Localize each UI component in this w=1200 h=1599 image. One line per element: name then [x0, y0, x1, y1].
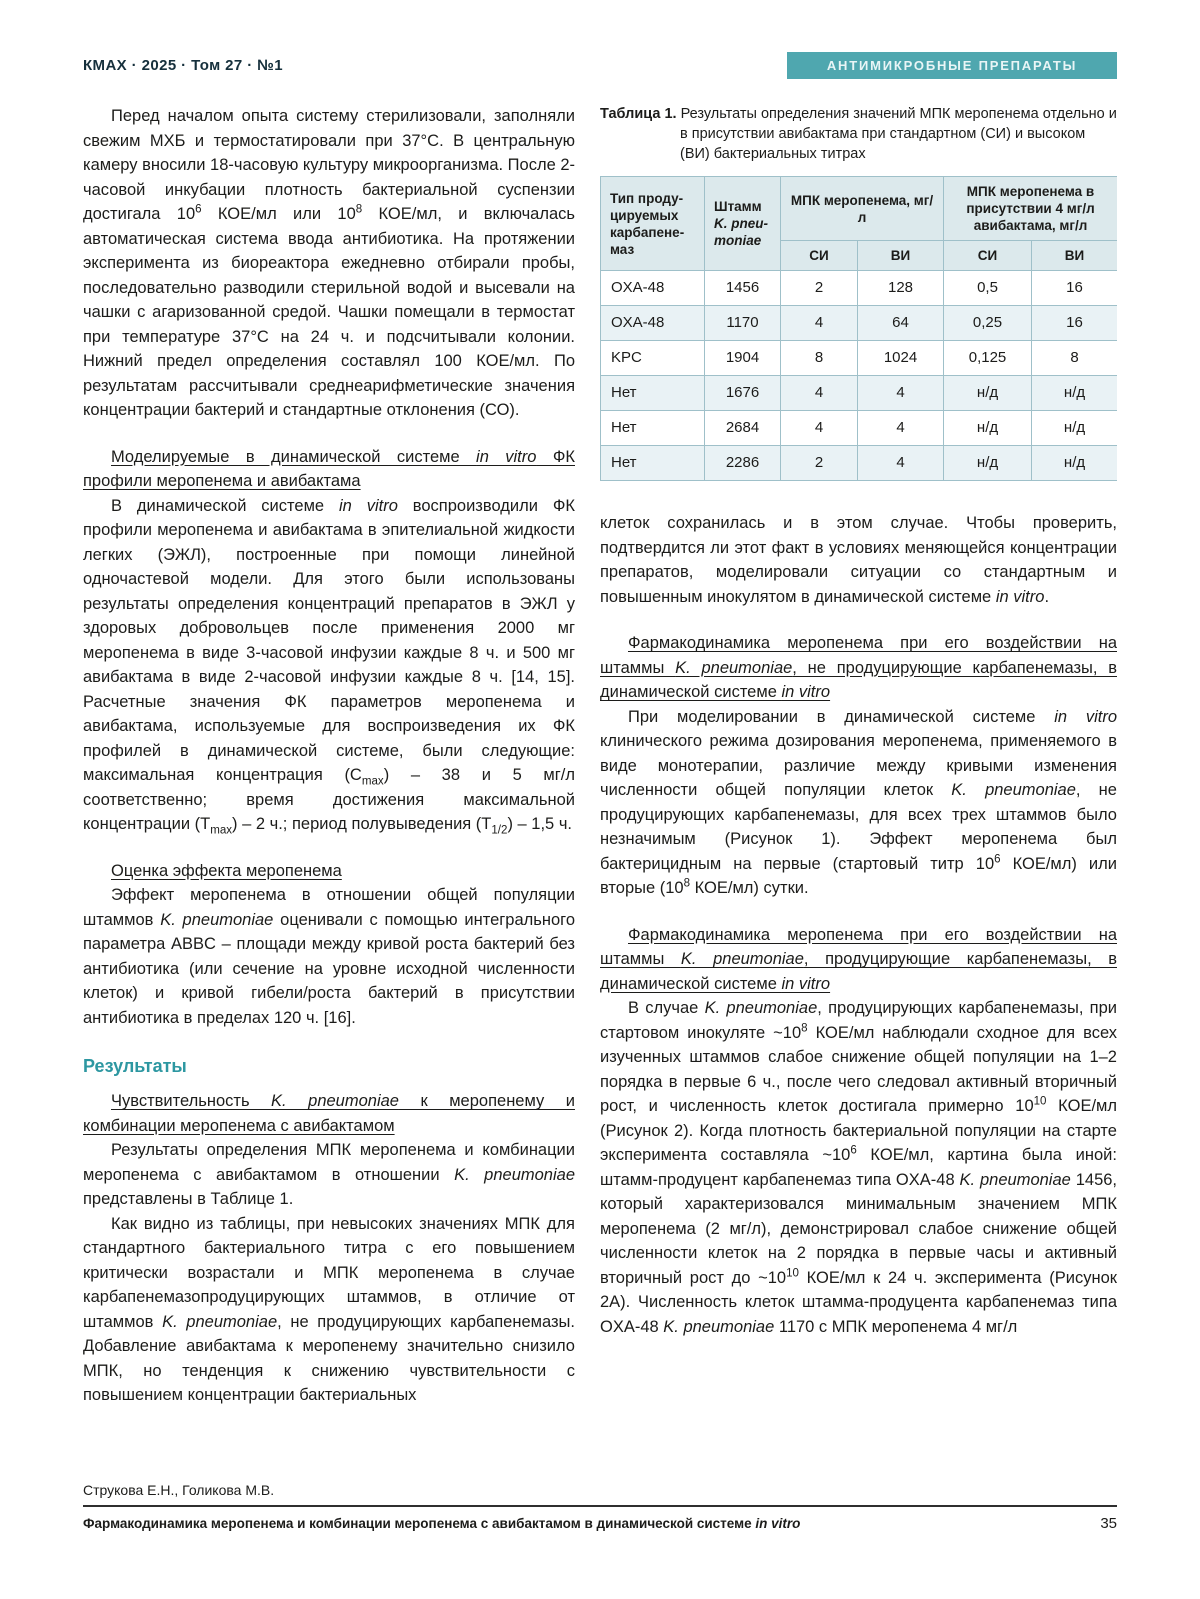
cell-mic-si: 4 [781, 411, 858, 446]
paragraph-pd-producers: В случае K. pneumoniae, продуцирующих карбапенемазы, при стартовом инокуляте $\sim 10^8$ КОЕ/мл наблюдали сходное для всех изученных штаммов слабое снижение общей популяции на 1–2 порядка в первые 6 ч., после чего следовал активный вторичный рост, и численность клеток достигала примерно $10^{10}$ КОЕ/мл (Рисунок 2). Когда плотность бактериальной популяции на старте эксперимента составляла $\sim 10^6$ КОЕ/мл, картина была иной: штамм-продуцент карбапенемаз типа OXA-48 K. pneumoniae 1456, который характеризовался минимальным значением МПК меропенема (2 мг/л), демонстрировал слабое снижение общей численности клеток на 2 порядка в первые часы и активный вторичный рост до $\sim 10^{10}$ КОЕ/мл к 24 ч. эксперимента (Рисунок 2А). Численность клеток штамма-продуцента карбапенемаз типа OXA-48 K. pneumoniae 1170 с МПК меропенема 4 мг/л [600, 999, 1117, 1336]
main-content [83, 104, 1117, 1476]
cell-mic-vi: 4 [858, 376, 944, 411]
cell-mic-si: 2 [781, 446, 858, 481]
journal-reference: КМАХ · 2025 · Том 27 · №1 [83, 57, 284, 74]
cell-type: Нет [601, 446, 705, 481]
cell-mic-avi-vi: н/д [1032, 411, 1117, 446]
cell-mic-vi: 1024 [858, 341, 944, 376]
cell-type: Нет [601, 376, 705, 411]
paragraph-continuation: клеток сохранилась и в этом случае. Чтобы проверить, подтвердится ли этот факт в условиях меняющейся концентрации препаратов, моделировали ситуации со стандартным и повышенным инокулятом в динамической системе in vitro. [600, 514, 1117, 606]
left-column [83, 104, 575, 1476]
subcolumn-header-vi: ВИ [858, 241, 944, 271]
cell-strain: 2684 [705, 411, 781, 446]
subheading-pk-profiles: Моделируемые в динамической системе in vitro ФК профили меропенема и авибактама [83, 447, 575, 490]
table-caption [600, 104, 1117, 164]
cell-mic-avi-vi: 8 [1032, 341, 1117, 376]
subcolumn-header-si: СИ [781, 241, 858, 271]
section-banner: АНТИМИКРОБНЫЕ ПРЕПАРАТЫ [787, 52, 1117, 79]
cell-mic-si: 8 [781, 341, 858, 376]
column-header-mic-meropenem: МПК меропенема, мг/л [781, 177, 944, 241]
page-header [83, 52, 1117, 79]
cell-mic-avi-si: 0,125 [944, 341, 1032, 376]
right-column [600, 104, 1117, 1476]
table-row [601, 341, 1118, 376]
column-header-strain: Штамм K. pneumoniae [705, 177, 781, 271]
cell-type: Нет [601, 411, 705, 446]
cell-mic-avi-si: 0,5 [944, 271, 1032, 306]
cell-type: OXA-48 [601, 271, 705, 306]
cell-mic-vi: 4 [858, 411, 944, 446]
cell-strain: 1904 [705, 341, 781, 376]
column-header-mic-meropenem-avibactam: МПК меропенема в присутствии 4 мг/л авибактама, мг/л [944, 177, 1117, 241]
footer-rule [83, 1505, 1117, 1507]
cell-mic-vi: 128 [858, 271, 944, 306]
cell-strain: 2286 [705, 446, 781, 481]
paragraph-pd-nonproducers: При моделировании в динамической системе in vitro клинического режима дозирования меропенема, применяемого в виде монотерапии, различие между кривыми изменения численности общей популяции клеток K. pneumoniae, не продуцирующих карбапенемазы, для всех трех штаммов было незначимым (Рисунок 1). Эффект меропенема был бактерицидным на первые (стартовый титр $10^6$ КОЕ/мл) или вторые ($10^8$ КОЕ/мл) сутки. [600, 707, 1117, 897]
table-row [601, 376, 1118, 411]
table-caption-label: Таблица 1. [600, 106, 677, 122]
subheading-effect-evaluation: Оценка эффекта меропенема [111, 861, 342, 880]
cell-type: KPC [601, 341, 705, 376]
subcolumn-header-vi: ВИ [1032, 241, 1117, 271]
cell-mic-vi: 4 [858, 446, 944, 481]
subheading-pd-nonproducers: Фармакодинамика меропенема при его воздействии на штаммы K. pneumoniae, не продуцирующие карбапенемазы, в динамической системе in vitro [600, 634, 1117, 701]
cell-strain: 1170 [705, 306, 781, 341]
cell-mic-avi-vi: н/д [1032, 376, 1117, 411]
paragraph-effect-evaluation: Эффект меропенема в отношении общей популяции штаммов K. pneumoniae оценивали с помощью интегрального параметра ABBC – площади между кривой роста бактерий без антибиотика (или сечение на уровне исходной численности клеток) и кривой гибели/роста бактерий в присутствии антибиотика в пределах 120 ч. [16]. [83, 886, 575, 1027]
cell-mic-si: 4 [781, 306, 858, 341]
page-number: 35 [1100, 1515, 1117, 1532]
running-title: Фармакодинамика меропенема и комбинации меропенема с авибактамом в динамической системе in vitro [83, 1516, 801, 1531]
cell-mic-vi: 64 [858, 306, 944, 341]
subcolumn-header-si: СИ [944, 241, 1032, 271]
table-row [601, 271, 1118, 306]
table-row [601, 411, 1118, 446]
cell-mic-avi-si: 0,25 [944, 306, 1032, 341]
paragraph-sensitivity-1: Результаты определения МПК меропенема и комбинации меропенема с авибактамом в отношении K. pneumoniae представлены в Таблице 1. [83, 1141, 575, 1208]
table-caption-text: Результаты определения значений МПК меропенема отдельно и в присутствии авибактама при стандартном (СИ) и высоком (ВИ) бактериальных титрах [680, 106, 1117, 162]
paragraph-methods: Перед началом опыта систему стерилизовали, заполняли свежим МХБ и термостатировали при 37°С. В центральную камеру вносили 18-часовую культуру микроорганизма. После 2-часовой инкубации плотность бактериальной суспензии достигала $10^6$ КОЕ/мл или $10^8$ КОЕ/мл, и включалась автоматическая система ввода антибиотика. На протяжении эксперимента из биореактора ежедневно отбирали пробы, последовательно разводили стерильной водой и высевали на чашки с агаризованной средой. Чашки помещали в термостат при температуре 37°С на 24 ч. и подсчитывали колонии. Нижний предел определения составлял 100 КОЕ/мл. По результатам рассчитывали среднеарифметические значения концентрации бактерий и стандартные отклонения (СО). [83, 107, 575, 419]
cell-strain: 1456 [705, 271, 781, 306]
footer-line [83, 1515, 1117, 1532]
authors-line: Струкова Е.Н., Голикова М.В. [83, 1482, 275, 1498]
table-row [601, 306, 1118, 341]
mic-results-table [600, 176, 1117, 481]
table-row [601, 446, 1118, 481]
cell-mic-avi-si: н/д [944, 376, 1032, 411]
cell-mic-avi-si: н/д [944, 446, 1032, 481]
paragraph-pk-profiles: В динамической системе in vitro воспроизводили ФК профили меропенема и авибактама в эпителиальной жидкости легких (ЭЖЛ), построенные при помощи линейной одночастевой модели. Для этого были использованы результаты определения концентраций препаратов в ЭЖЛ у здоровых добровольцев после применения 2000 мг меропенема в виде 3-часовой инфузии каждые 8 ч. и 500 мг авибактама в виде 2-часовой инфузии каждые 8 ч. [14, 15]. Расчетные значения ФК параметров меропенема и авибактама, используемые для воспроизведения их ФК профилей в динамической системе, были следующие: максимальная концентрация $(C_{max}) - 38$ и 5 мг/л соответственно; время достижения максимальной концентрации $(T_{max}) - 2$ ч.; период полувыведения $(T_{1/2}) - 1,5$ ч. [83, 496, 575, 837]
cell-mic-si: 2 [781, 271, 858, 306]
cell-type: OXA-48 [601, 306, 705, 341]
table-body [601, 271, 1118, 481]
page-footer [83, 1482, 1117, 1532]
cell-mic-avi-vi: 16 [1032, 271, 1117, 306]
column-header-carbapenemase-type: Тип продуцируемых карбапенемаз [601, 177, 705, 271]
table-header [601, 177, 1118, 271]
cell-mic-avi-vi: 16 [1032, 306, 1117, 341]
subheading-pd-producers: Фармакодинамика меропенема при его воздействии на штаммы K. pneumoniae, продуцирующие карбапенемазы, в динамической системе in vitro [600, 925, 1117, 993]
paragraph-sensitivity-2: Как видно из таблицы, при невысоких значениях МПК для стандартного бактериального титра с его повышением критически возрастали и МПК меропенема в случае карбапенемазопродуцирующих штаммов, в отличие от штаммов K. pneumoniae, не продуцирующих карбапенемазы. Добавление авибактама к меропенему значительно снизило МПК, но тенденция к снижению чувствительности с повышением концентрации бактериальных [83, 1214, 575, 1404]
results-section-heading: Результаты [83, 1056, 187, 1076]
cell-mic-si: 4 [781, 376, 858, 411]
cell-strain: 1676 [705, 376, 781, 411]
subheading-sensitivity: Чувствительность K. pneumoniae к меропенему и комбинации меропенема с авибактамом [83, 1092, 575, 1135]
cell-mic-avi-si: н/д [944, 411, 1032, 446]
cell-mic-avi-vi: н/д [1032, 446, 1117, 481]
